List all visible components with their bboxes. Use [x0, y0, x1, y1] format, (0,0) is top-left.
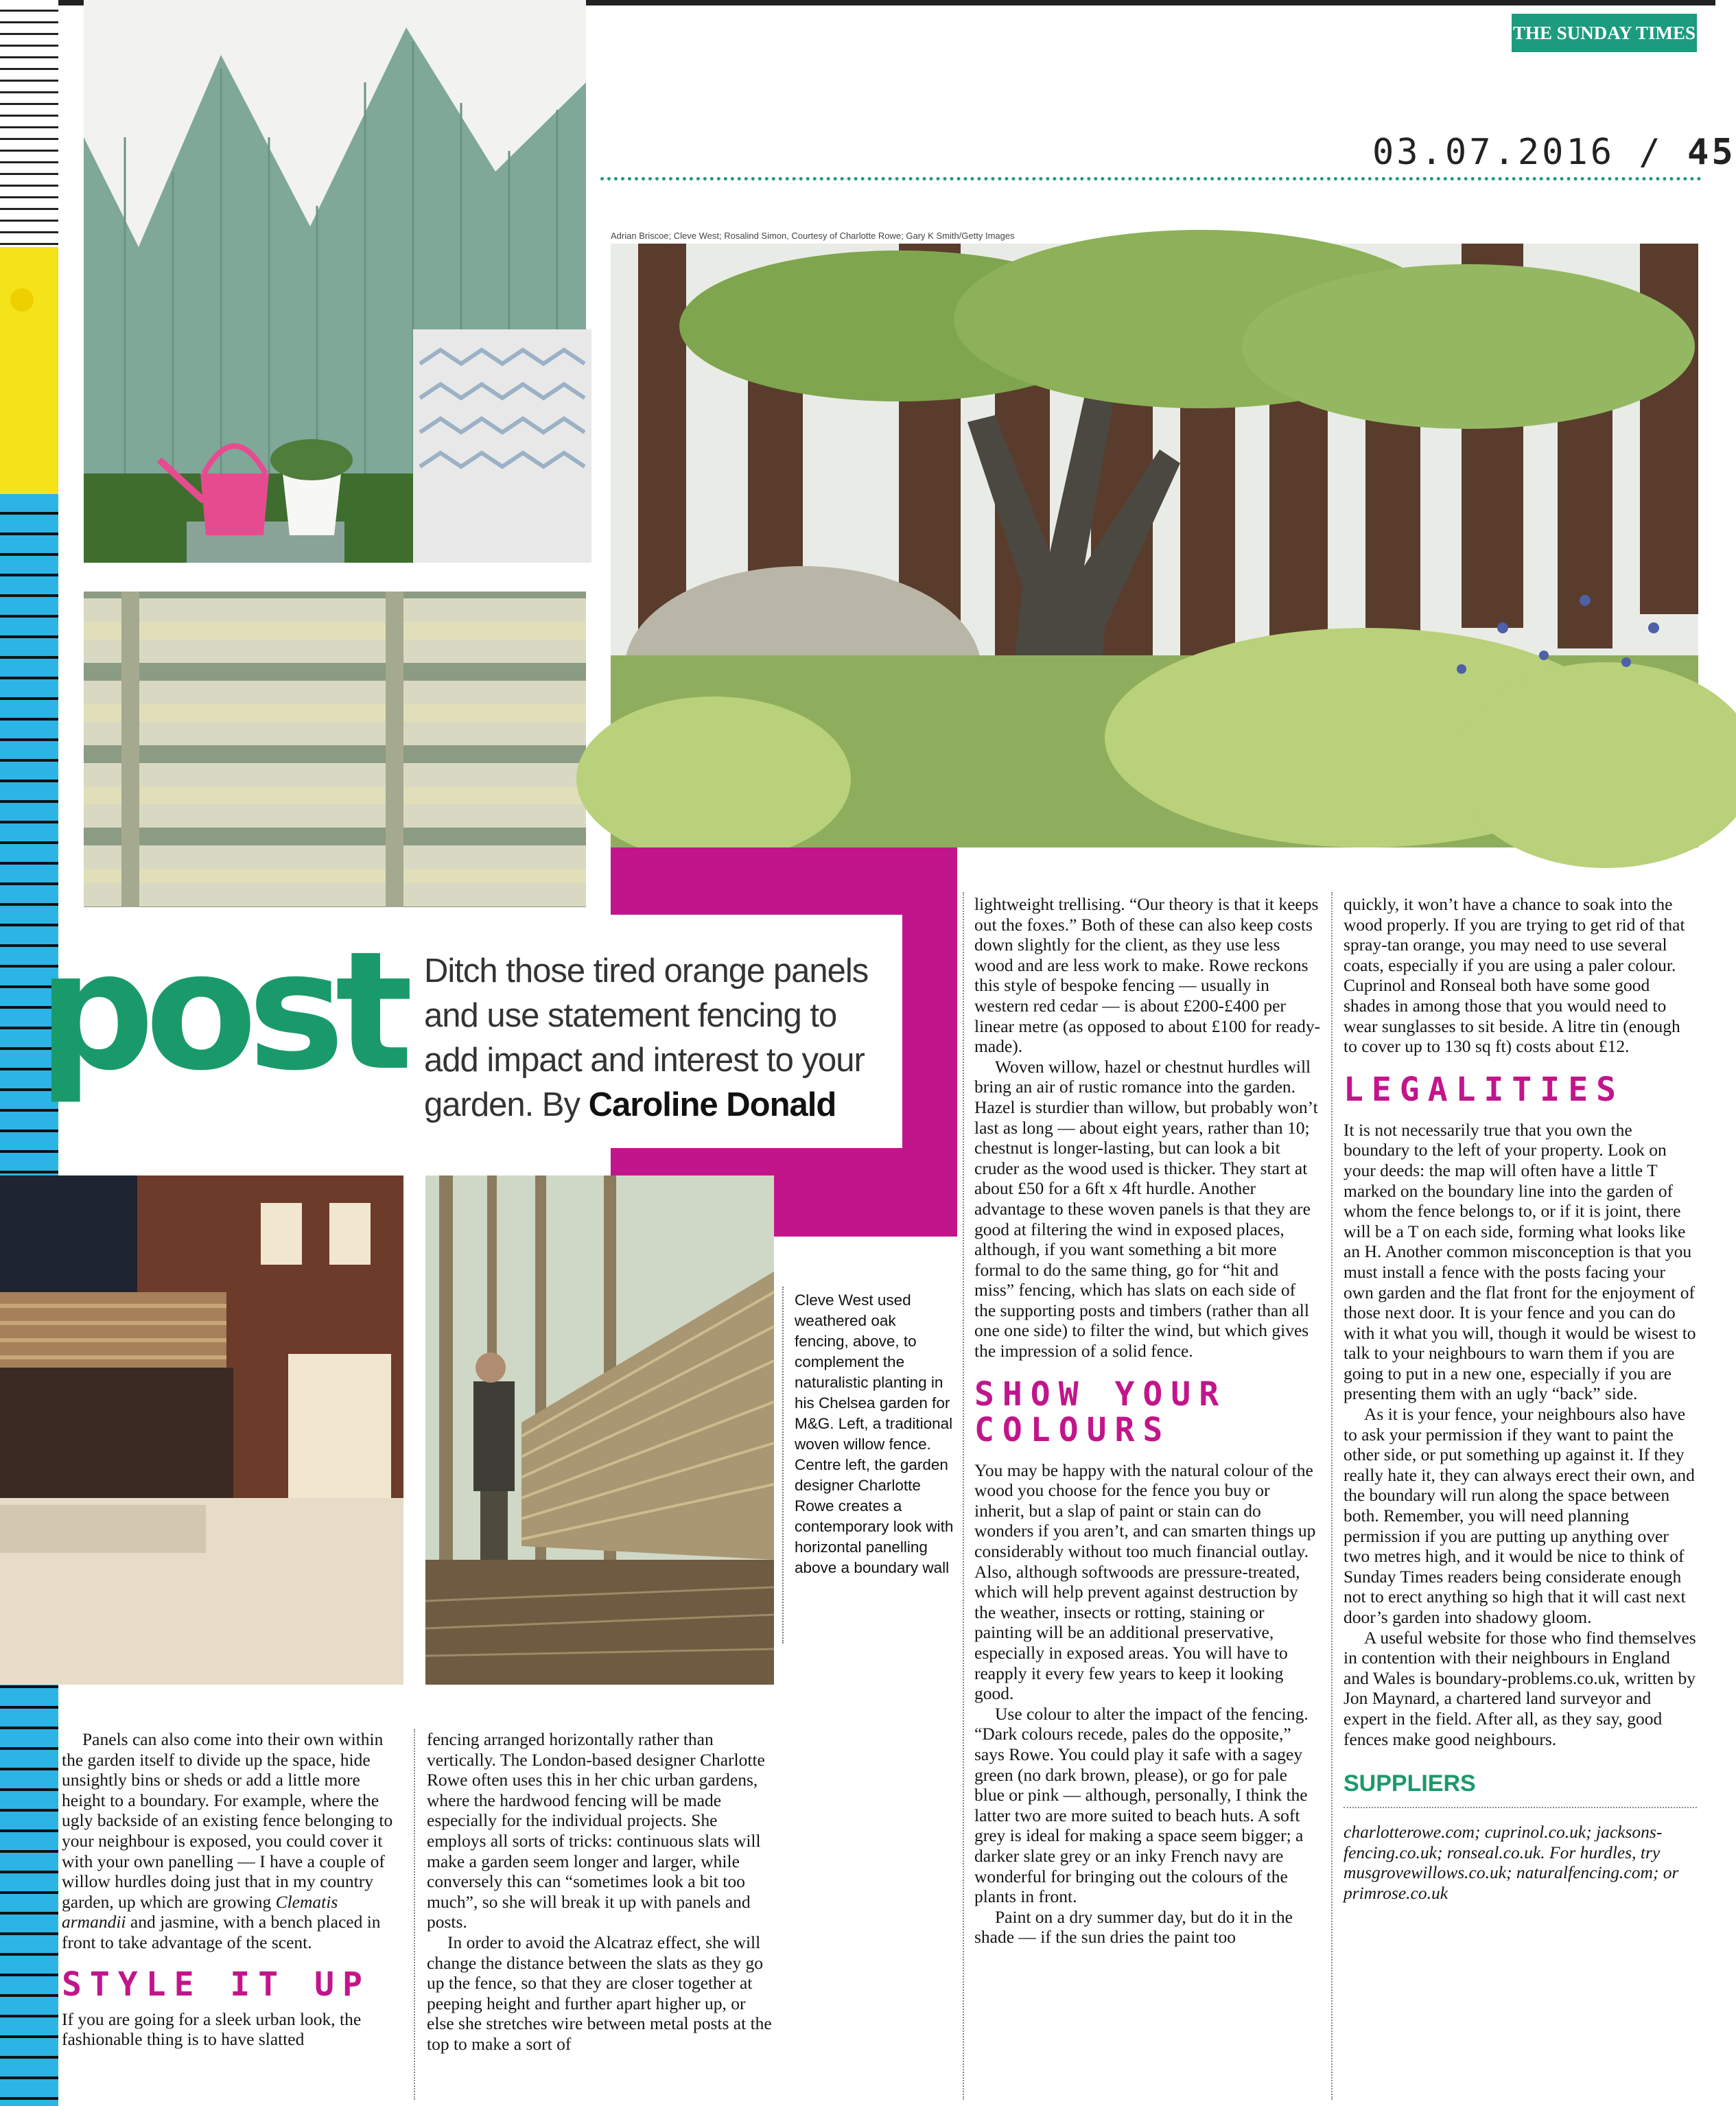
subhead-show-your-colours: SHOW YOUR COLOURS: [974, 1374, 1228, 1449]
issue-date: 03.07.2016: [1372, 132, 1615, 173]
photo-willow-fence: [425, 1175, 774, 1685]
photo-chelsea-garden: [611, 244, 1698, 847]
headline: post: [38, 917, 404, 1107]
photo-credit: Adrian Briscoe; Cleve West; Rosalind Simon, Courtesy of Charlotte Rowe; Gary K Smith/Getty Images: [611, 231, 1015, 241]
photo-painted-fence: [84, 0, 586, 563]
text-run: and jasmine, with a bench placed in front to take advantage of the scent.: [62, 1912, 381, 1952]
body-column-3: [974, 894, 1321, 1947]
plant-name: Clematis armandii: [62, 1891, 338, 1932]
date-separator: /: [1639, 132, 1663, 173]
body-column-1: [62, 1729, 405, 2050]
dateline: [1372, 132, 1736, 173]
paragraph: Use colour to alter the impact of the fencing. “Dark colours recede, pales do the opposite,” says Rowe. You could play it safe with a sagey green (no dark brown, please), or go for pale blue or pink — although, personally, I think the latter two are more suited to beach huts. A soft grey is ideal for making a space seem bigger; a darker slate grey or an inky French navy are wonderful for bringing out the colours of the plants in front.: [974, 1703, 1309, 1907]
paragraph: Woven willow, hazel or chestnut hurdles will bring an air of rustic romance into the garden. Hazel is sturdier than willow, but probably won’t last as long — about eight years, rather than 10; chestnut is longer-lasting, but can look a bit cruder as the wood used is thicker. They start at about £50 for a 6ft x 4ft hurdle. Another advantage to these woven panels is that they are good at filtering the wind in exposed places, although, if you want something a bit more formal to do the same thing, go for “hit and miss” fencing, which has slats on each side of the supporting posts and timbers (rather than all one one side) to filter the wind, but which gives the impression of a solid fence.: [974, 1056, 1318, 1361]
subhead-suppliers: SUPPLIERS: [1344, 1770, 1476, 1797]
header-dotted-rule: [600, 177, 1702, 180]
body-column-2: [427, 1729, 773, 2055]
masthead: THE SUNDAY TIMES: [1512, 14, 1697, 52]
photo-caption: Cleve West used weathered oak fencing, above, to complement the naturalistic planting in his Chelsea garden for M&G. Left, a traditional woven willow fence. Centre left, the garden designer Charlotte Rowe creates a contemporary look with horizontal panelling above a boundary wall: [795, 1291, 954, 1576]
paragraph: [62, 1729, 405, 1953]
paragraph: Paint on a dry summer day, but do it in the shade — if the sun dries the paint too: [974, 1906, 1293, 1947]
column-rule: [963, 892, 964, 2100]
paragraph: quickly, it won’t have a chance to soak into the wood properly. If you are trying to get rid of that spray-tan orange, you may need to use several coats, especially if you are using a paler colour. Cuprinol and Ronseal both have some good shades in among those that you would need to wear sunglasses to sit beside. A litre tin (enough to cover up to 130 sq ft) costs about £12.: [1344, 894, 1685, 1057]
paragraph: A useful website for those who find themselves in contention with their neighbours in England and Wales is boundary-problems.co.uk, written by Jon Maynard, a chartered land surveyor and expert in the field. After all, as they say, good fences make good neighbours.: [1344, 1627, 1696, 1749]
subhead-legalities: LEGALITIES: [1344, 1070, 1624, 1109]
paragraph: You may be happy with the natural colour of the wood you choose for the fence you buy or inherit, but a slap of paint or stain can do wonders if you aren’t, and can smarten things up considerably without too much financial outlay. Also, although softwoods are pressure-treated, which will help prevent against destruction by the weather, insects or rotting, staining or painting will be an additional preservative, especially in exposed areas. You will have to reapply it every few years to keep it looking good.: [974, 1460, 1316, 1704]
suppliers-rule: [1344, 1807, 1697, 1808]
paragraph: In order to avoid the Alcatraz effect, she will change the distance between the slats as they go up the fence, so that they are closer together at peeping height and further apart higher up, or else she stretches wire between metal posts at the top to make a sort of: [427, 1932, 772, 2054]
paragraph: It is not necessarily true that you own the boundary to the left of your property. Look on your deeds: the map will often have a little T marked on the boundary line into the garden of whom the fence belongs to, or if it is joint, there will be a T on each side, forming what looks like an H. Another common misconception is that you must install a fence with the posts facing your own garden and the flat front for the enjoyment of those next door. It is your fence and you can do with it what you will, though it would be wisest to talk to your neighbours to warn them if you are going to put in a new one, especially if you are presenting them with an ugly “back” side.: [1344, 1119, 1696, 1404]
subhead-style-it-up: STYLE IT UP: [62, 1965, 371, 2004]
paragraph: If you are going for a sleek urban look, the fashionable thing is to have slatted: [62, 2009, 362, 2050]
column-rule: [1331, 892, 1333, 2100]
page-number: 45: [1687, 132, 1736, 173]
paragraph: lightweight trellising. “Our theory is that it keeps out the foxes.” Both of these can also keep costs down slightly for the client, as they use less wood and are less work to make. Rowe reckons this style of bespoke fencing — usually in western red cedar — is about £200-£400 per linear metre (as opposed to about £100 for ready-made).: [974, 894, 1321, 1057]
caption-rule: [782, 1287, 784, 1643]
byline-author: Caroline Donald: [588, 1086, 836, 1123]
standfirst-text: Ditch those tired orange panels and use statement fencing to add impact and interest to your garden. By: [424, 952, 869, 1123]
body-column-4: [1344, 894, 1697, 1904]
column-rule: [414, 1729, 415, 2100]
text-run: Panels can also come into their own within the garden itself to divide up the space, hide unsightly bins or sheds or add a little more height to a boundary. For example, where the ugly backside of an existing fence belonging to your neighbour is exposed, you could cover it with your own panelling — I have a couple of willow hurdles doing just that in my country garden, up which are growing: [62, 1729, 393, 1912]
suppliers-list: charlotterowe.com; cuprinol.co.uk; jacksons-fencing.co.uk; ronseal.co.uk. For hurdles, try musgrovewillows.co.uk; naturalfencing.com; or primrose.co.uk: [1344, 1822, 1679, 1903]
paragraph: As it is your fence, your neighbours also have to ask your permission if they want to paint the other side, or put something up against it. If they really hate it, they can always erect their own, and the boundary will run along the space between both. Remember, you will need planning permission if you are putting up anything over two metres high, and it would be nice to think of Sunday Times readers being considerate enough not to erect anything so high that it will cast next door’s garden into shadowy gloom.: [1344, 1404, 1695, 1627]
photo-urban-garden: [0, 1175, 403, 1685]
standfirst: [424, 949, 891, 1127]
paragraph: fencing arranged horizontally rather than vertically. The London-based designer Charlotte Rowe often uses this in her chic urban gardens, where the hardwood fencing will be made especially for the individual projects. She employs all sorts of tricks: continuous slats will make a garden seem longer and larger, while conversely this can “sometimes look a bit too much”, so she will break it up with panels and posts.: [427, 1729, 765, 1932]
photo-horizontal-panel: [84, 592, 586, 907]
